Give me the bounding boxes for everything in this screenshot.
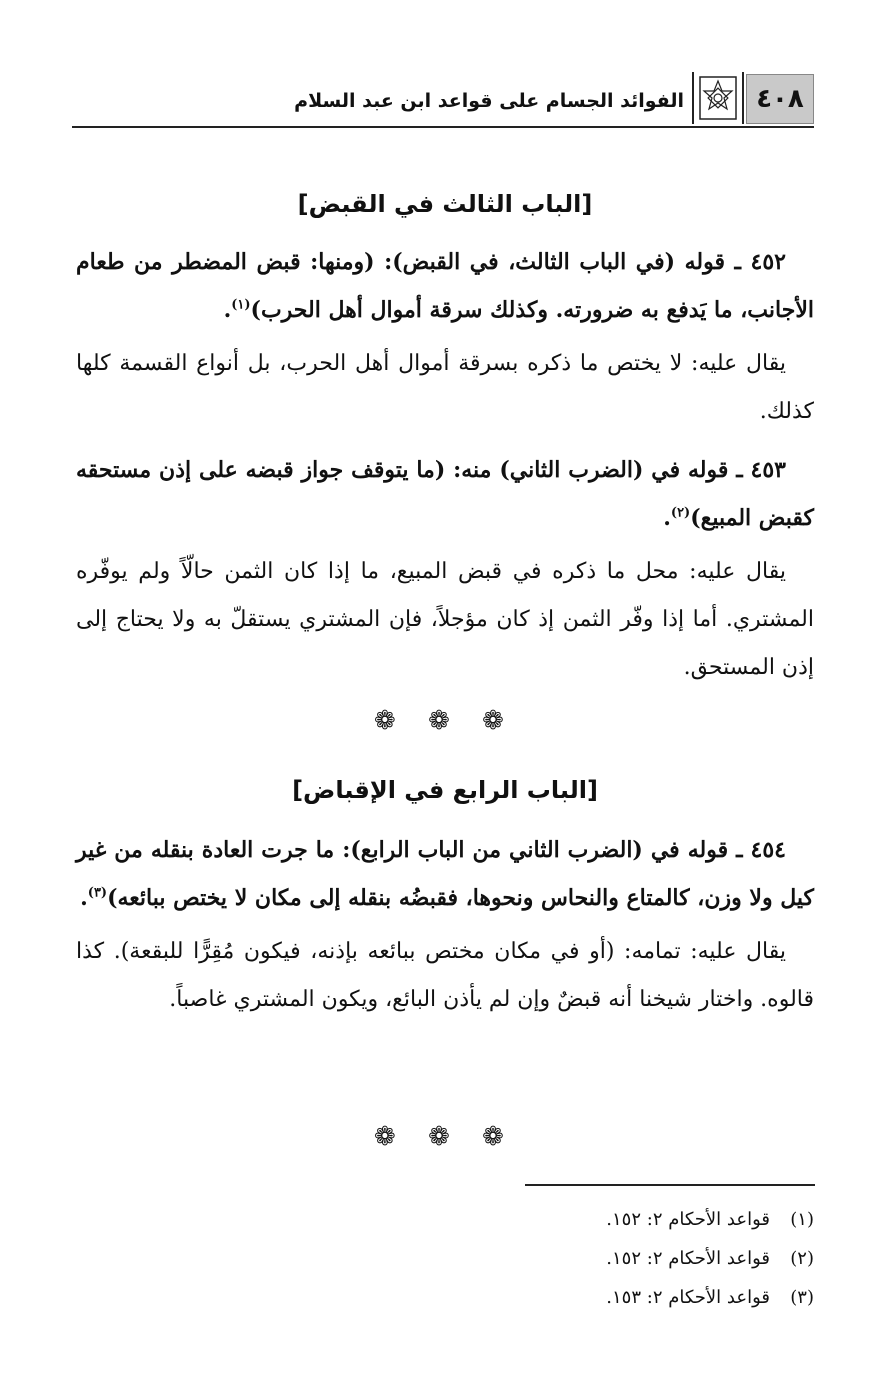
footnote-ref-3[interactable]: (٣) (87, 885, 108, 901)
page-number: ٤٠٨ (746, 74, 814, 124)
geometric-star-ornament-icon (692, 72, 744, 124)
running-title: الفوائد الجسام على قواعد ابن عبد السلام (294, 90, 684, 112)
entry-452-quote (76, 238, 814, 334)
footnote-ref-1[interactable]: (١) (231, 297, 251, 313)
footnote-2 (76, 1239, 814, 1278)
entry-454-end: . (80, 885, 88, 911)
section-2-body (76, 826, 814, 1024)
entry-452-quote-text: ٤٥٢ ـ قوله (في الباب الثالث، في القبض): (ومنها: قبض المضطر من طعام الأجانب، ما يَدفع به ضرورته. وكذلك سرقة أموال أهل الحرب) (76, 249, 814, 323)
footnote-1-num: (١) (790, 1209, 814, 1230)
entry-452-end: . (223, 297, 232, 323)
entry-452-comment-text: يقال عليه: لا يختص ما ذكره بسرقة أموال أهل الحرب، بل أنواع القسمة كلها كذلك. (76, 351, 814, 424)
entry-453-quote-text: ٤٥٣ ـ قوله في (الضرب الثاني) منه: (ما يتوقف جواز قبضه على إذن مستحقه كقبض المبيع) (76, 457, 814, 531)
footnote-2-text: قواعد الأحكام ٢: ١٥٢. (606, 1248, 770, 1269)
entry-453-quote (76, 446, 814, 542)
entry-454-quote (76, 826, 814, 922)
page-header (72, 72, 814, 128)
footnote-3 (76, 1278, 814, 1317)
section-separator-2: ❁ ❁ ❁ (374, 1122, 516, 1152)
header-rule (72, 126, 814, 128)
footnote-rule (525, 1184, 815, 1186)
geometric-star-ornament-icon (698, 75, 738, 121)
footnote-ref-2[interactable]: (٢) (670, 505, 691, 521)
entry-453-comment (76, 548, 814, 692)
footnote-1 (76, 1200, 814, 1239)
footnotes (76, 1200, 814, 1317)
entry-454-comment (76, 928, 814, 1024)
footnote-3-num: (٣) (790, 1287, 814, 1308)
entry-454-quote-text: ٤٥٤ ـ قوله في (الضرب الثاني من الباب الرابع): ما جرت العادة بنقله من غير كيل ولا وزن، كالمتاع والنحاس ونحوها، فقبضُه بنقله إلى مكان لا يختص ببائعه) (76, 837, 814, 911)
entry-454-comment-text: يقال عليه: تمامه: (أو في مكان مختص ببائعه بإذنه، فيكون مُقِرًّا للبقعة). كذا قالوه. واختار شيخنا أنه قبضٌ وإن لم يأذن البائع، ويكون المشتري غاصباً. (76, 939, 814, 1012)
footnote-2-num: (٢) (790, 1248, 814, 1269)
footnote-3-text: قواعد الأحكام ٢: ١٥٣. (606, 1287, 770, 1308)
entry-453-end: . (663, 505, 671, 531)
section-1-body (76, 238, 814, 692)
section-heading-2: [الباب الرابع في الإقباض] (292, 776, 598, 804)
entry-452-comment (76, 340, 814, 436)
footnote-1-text: قواعد الأحكام ٢: ١٥٢. (606, 1209, 770, 1230)
entry-453-comment-text: يقال عليه: محل ما ذكره في قبض المبيع، ما إذا كان الثمن حالّاً ولم يوفّره المشتري. أما إذا وفّر الثمن إذ كان مؤجلاً، فإن المشتري يستقلّ به ولا يحتاج إلى إذن المستحق. (76, 559, 814, 680)
section-separator-1: ❁ ❁ ❁ (374, 706, 516, 736)
section-heading-1: [الباب الثالث في القبض] (297, 190, 593, 218)
